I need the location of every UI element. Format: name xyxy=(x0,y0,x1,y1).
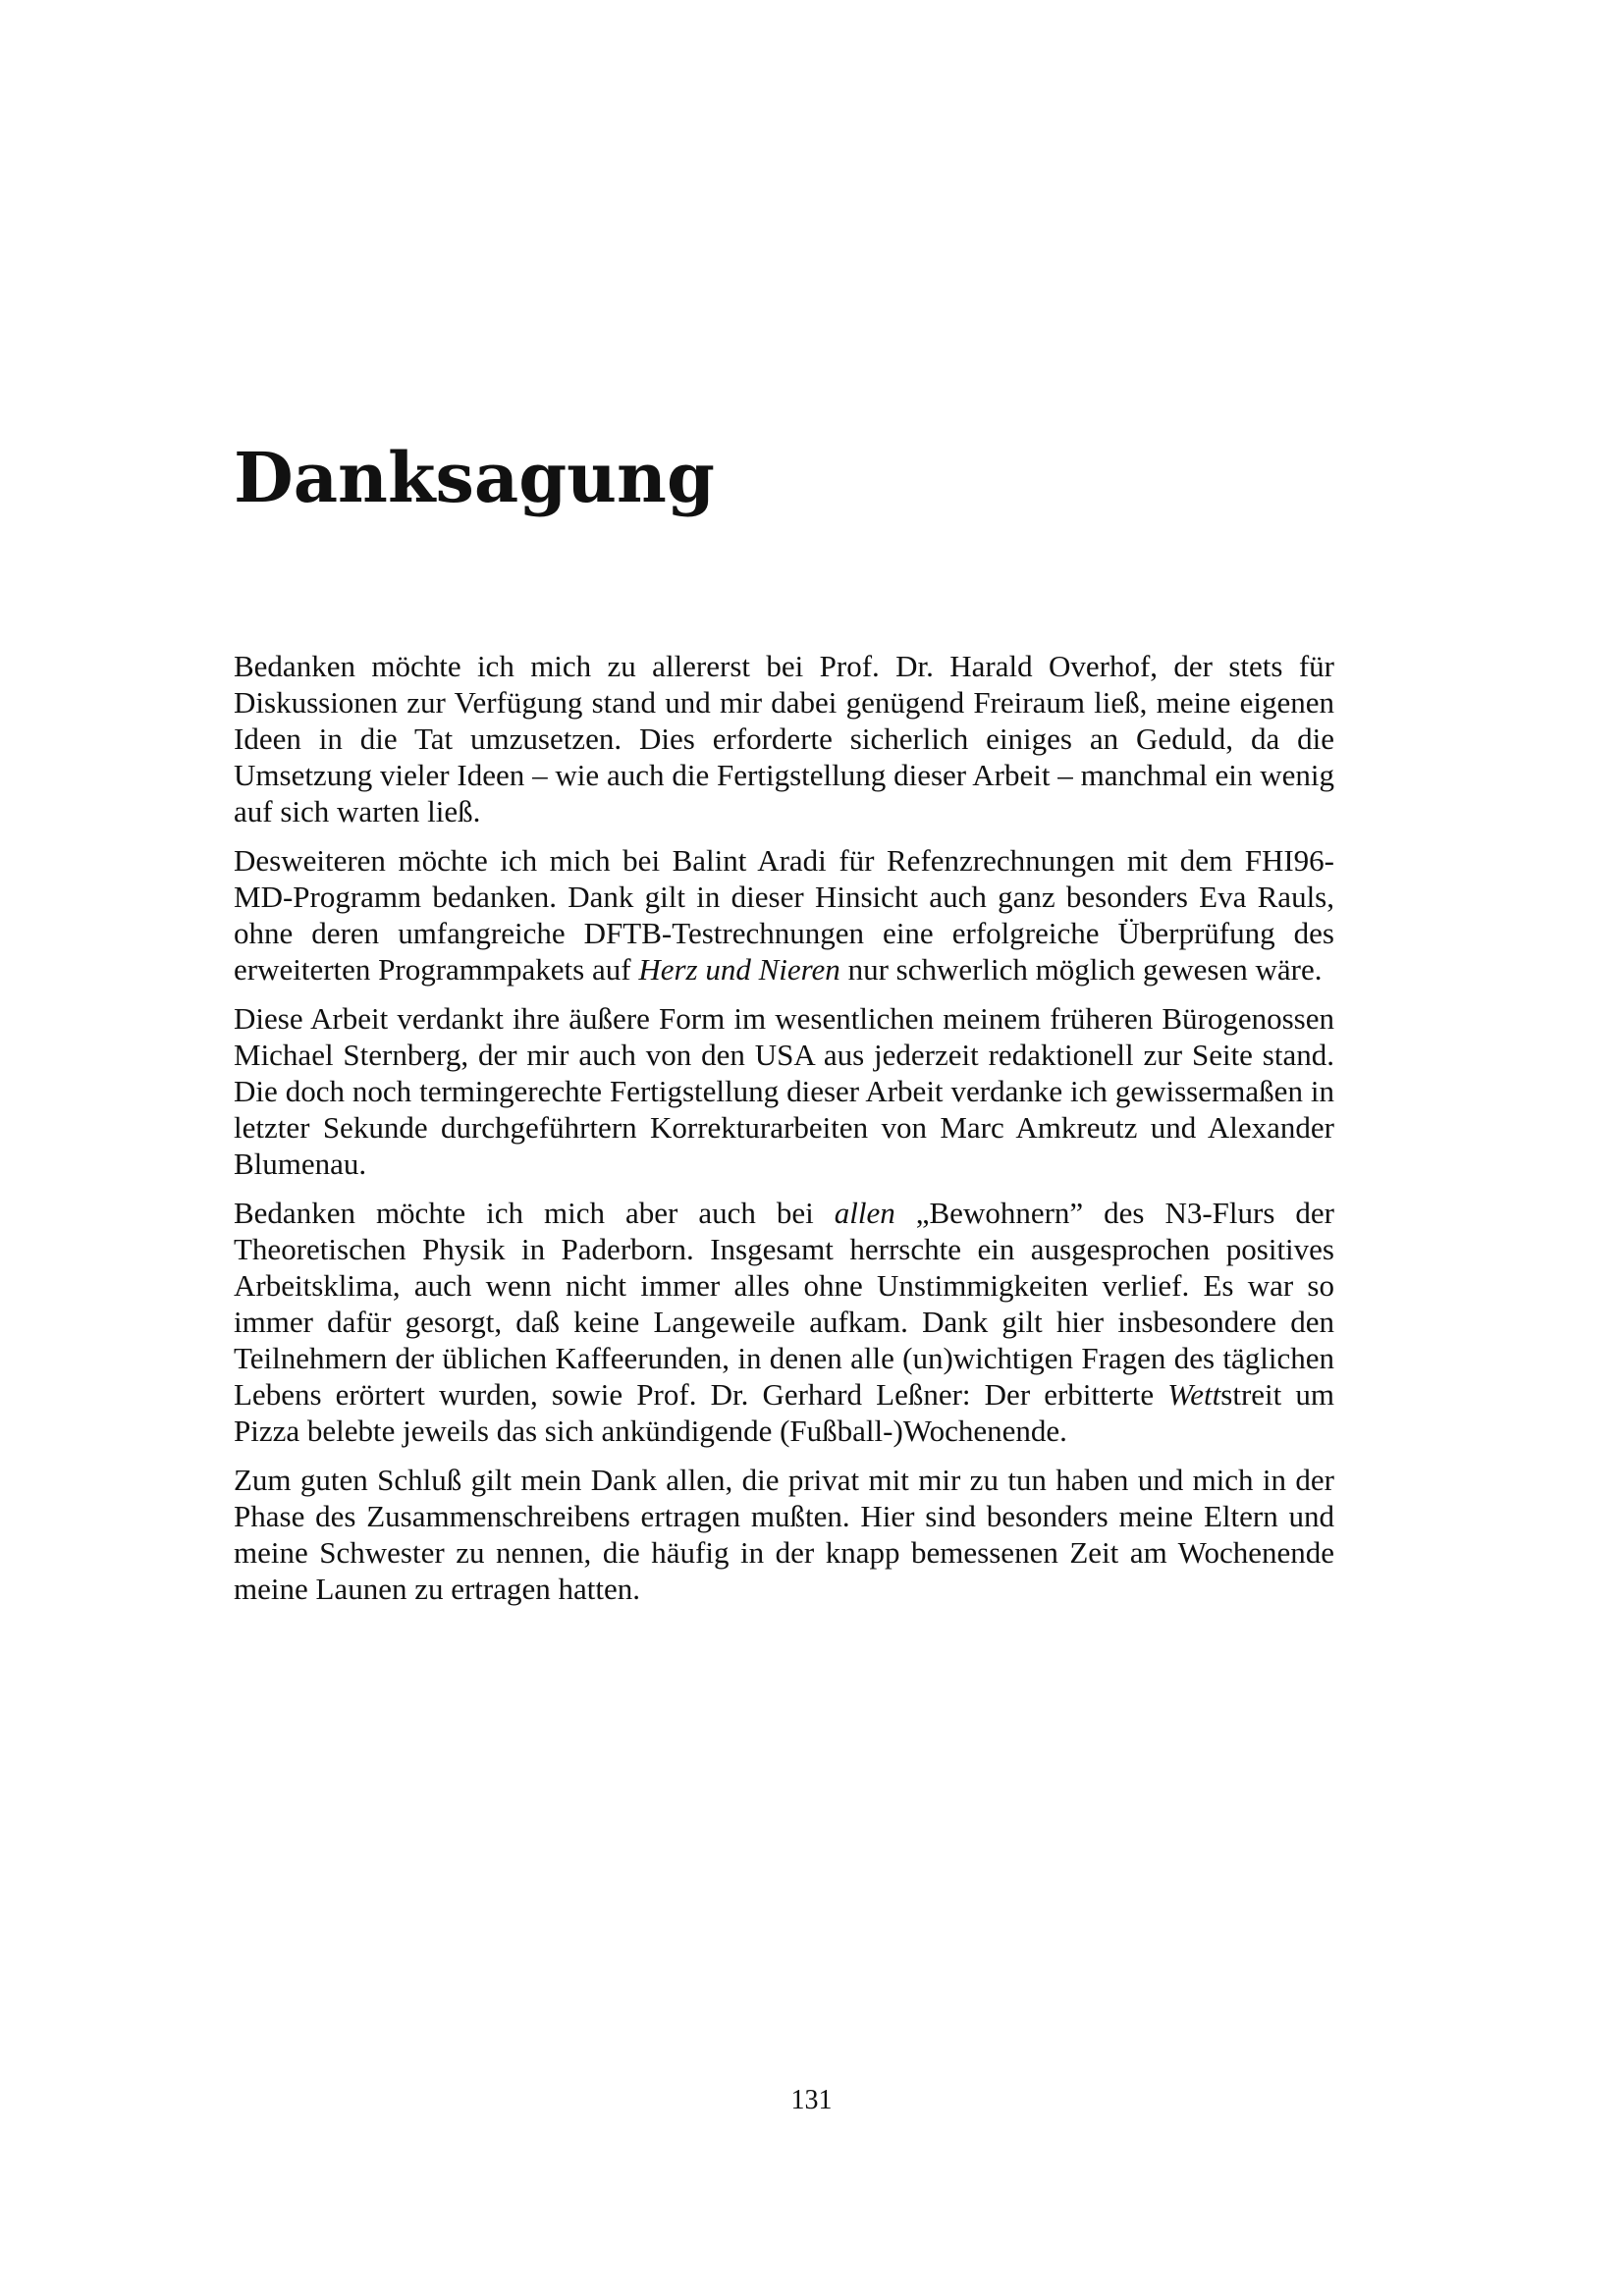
paragraph-4-emphasis-wett: Wett xyxy=(1167,1377,1221,1412)
paragraph-4-emphasis-allen: allen xyxy=(834,1196,895,1230)
page-number: 131 xyxy=(790,2085,833,2115)
paragraph-4-text-c: streit um Pizza belebte jeweils das sich ankündigende (Fußball-)Wochenende. xyxy=(234,1377,1334,1448)
paragraph-2-text-a: Desweiteren möchte ich mich bei Balint Aradi für Refenzrechnungen mit dem FHI96-MD-Programm bedanken. Dank gilt in dieser Hinsicht auch ganz besonders Eva Rauls, ohne deren umfangreiche DFTB-Testrechnungen eine erfolgreiche Überprüfung des erweiterten Programmpakets auf xyxy=(234,843,1334,987)
paragraph-4 xyxy=(234,1195,1334,1449)
paragraph-4-text-b: „Bewohnern” des N3-Flurs der Theoretischen Physik in Paderborn. Insgesamt herrschte ein ausgesprochen positives Arbeitsklima, auch wenn nicht immer alles ohne Unstimmigkeiten verlief. Es war so immer dafür gesorgt, daß keine Langeweile aufkam. Dank gilt hier insbesondere den Teilnehmern der üblichen Kaffeerunden, in denen alle (un)wichtigen Fragen des täglichen Lebens erörtert wurden, sowie Prof. Dr. Gerhard Leßner: Der erbitterte xyxy=(234,1196,1335,1412)
paragraph-4-text-a: Bedanken möchte ich mich aber auch bei xyxy=(234,1196,835,1230)
paragraph-2-emphasis: Herz und Nieren xyxy=(638,952,840,987)
chapter-title: Danksagung xyxy=(234,437,715,518)
acknowledgements-body xyxy=(234,648,1334,1620)
paragraph-5: Zum guten Schluß gilt mein Dank allen, die privat mit mir zu tun haben und mich in der Phase des Zusammenschreibens ertragen mußten. Hier sind besonders meine Eltern und meine Schwester zu nennen, die häufig in der knapp bemessenen Zeit am Wochenende meine Launen zu ertragen hatten. xyxy=(234,1463,1334,1606)
paragraph-2-text-b: nur schwerlich möglich gewesen wäre. xyxy=(839,952,1323,987)
paragraph-3: Diese Arbeit verdankt ihre äußere Form im wesentlichen meinem früheren Bürogenossen Michael Sternberg, der mir auch von den USA aus jederzeit redaktionell zur Seite stand. Die doch noch termingerechte Fertigstellung dieser Arbeit verdanke ich gewissermaßen in letzter Sekunde durchgeführtern Korrekturarbeiten von Marc Amkreutz und Alexander Blumenau. xyxy=(234,1001,1334,1181)
paragraph-2 xyxy=(234,842,1334,988)
paragraph-1: Bedanken möchte ich mich zu allererst bei Prof. Dr. Harald Overhof, der stets für Diskussionen zur Verfügung stand und mir dabei genügend Freiraum ließ, meine eigenen Ideen in die Tat umzusetzen. Dies erforderte sicherlich einiges an Geduld, da die Umsetzung vieler Ideen – wie auch die Fertigstellung dieser Arbeit – manchmal ein wenig auf sich warten ließ. xyxy=(234,649,1334,828)
